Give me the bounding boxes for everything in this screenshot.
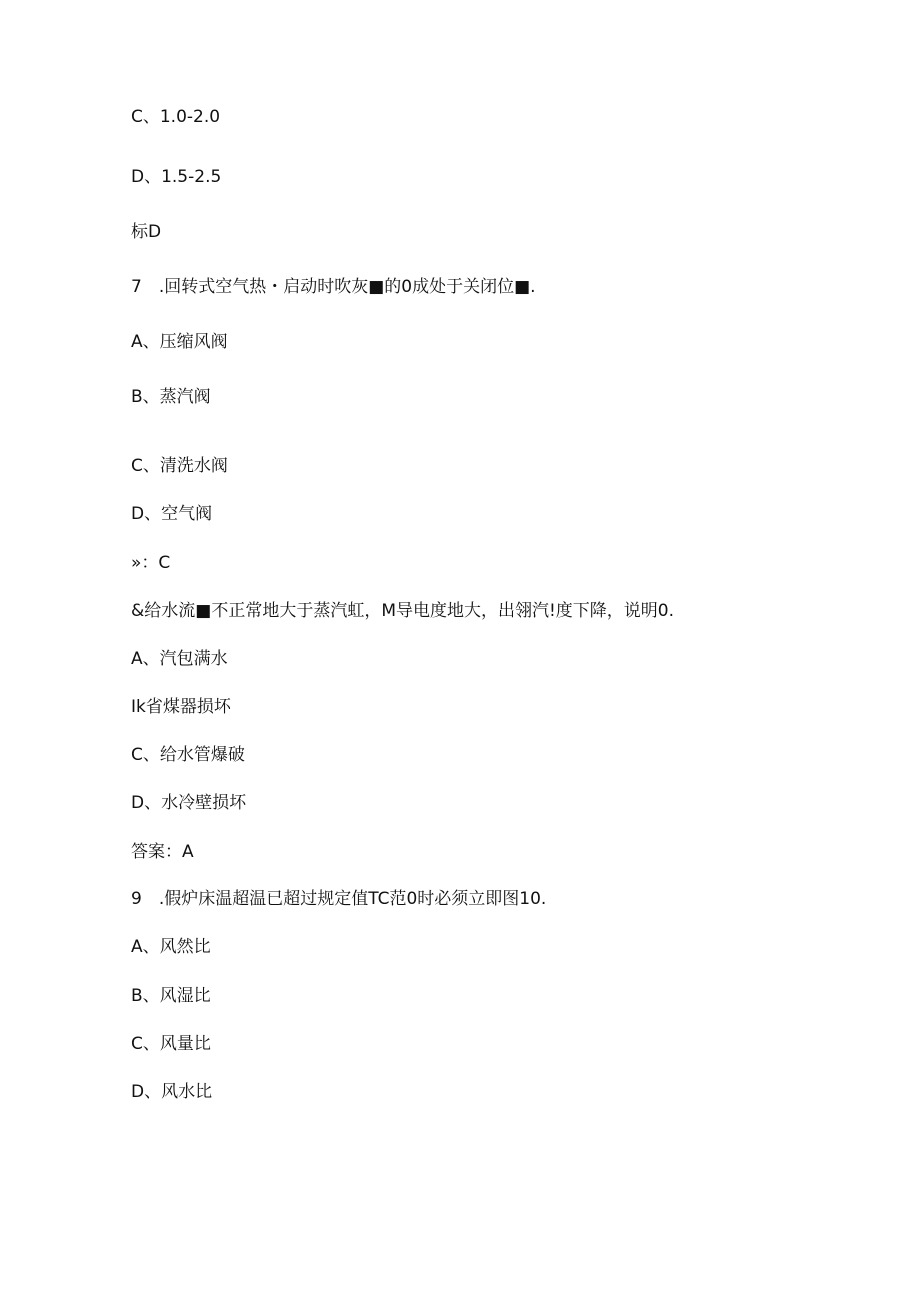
question-9: 9 .假炉床温超温已超过规定值TC范0时必须立即图10. xyxy=(131,889,547,909)
question-8: &给水流■不正常地大于蒸汽虹，M导电度地大，出翎汽!度下降，说明0. xyxy=(131,601,675,621)
option-a: A、风然比 xyxy=(131,937,211,957)
option-b: Ik省煤器损坏 xyxy=(131,697,231,717)
answer-line: »：C xyxy=(131,553,171,573)
option-b: B、风湿比 xyxy=(131,986,211,1006)
option-a: A、压缩风阀 xyxy=(131,332,228,352)
option-c: C、清洗水阀 xyxy=(131,456,228,476)
option-c: C、1.0-2.0 xyxy=(131,107,221,127)
option-a: A、汽包满水 xyxy=(131,649,228,669)
option-d: D、1.5-2.5 xyxy=(131,167,222,187)
answer-line: 答案：A xyxy=(131,842,194,862)
option-d: D、空气阀 xyxy=(131,504,213,524)
option-d: D、风水比 xyxy=(131,1082,213,1102)
option-c: C、给水管爆破 xyxy=(131,745,245,765)
question-7: 7 .回转式空气热・启动时吹灰■的0成处于关闭位■. xyxy=(131,277,536,297)
answer-line: 标D xyxy=(131,222,162,242)
option-d: D、水冷壁损坏 xyxy=(131,793,247,813)
option-c: C、风量比 xyxy=(131,1034,211,1054)
option-b: B、蒸汽阀 xyxy=(131,387,211,407)
